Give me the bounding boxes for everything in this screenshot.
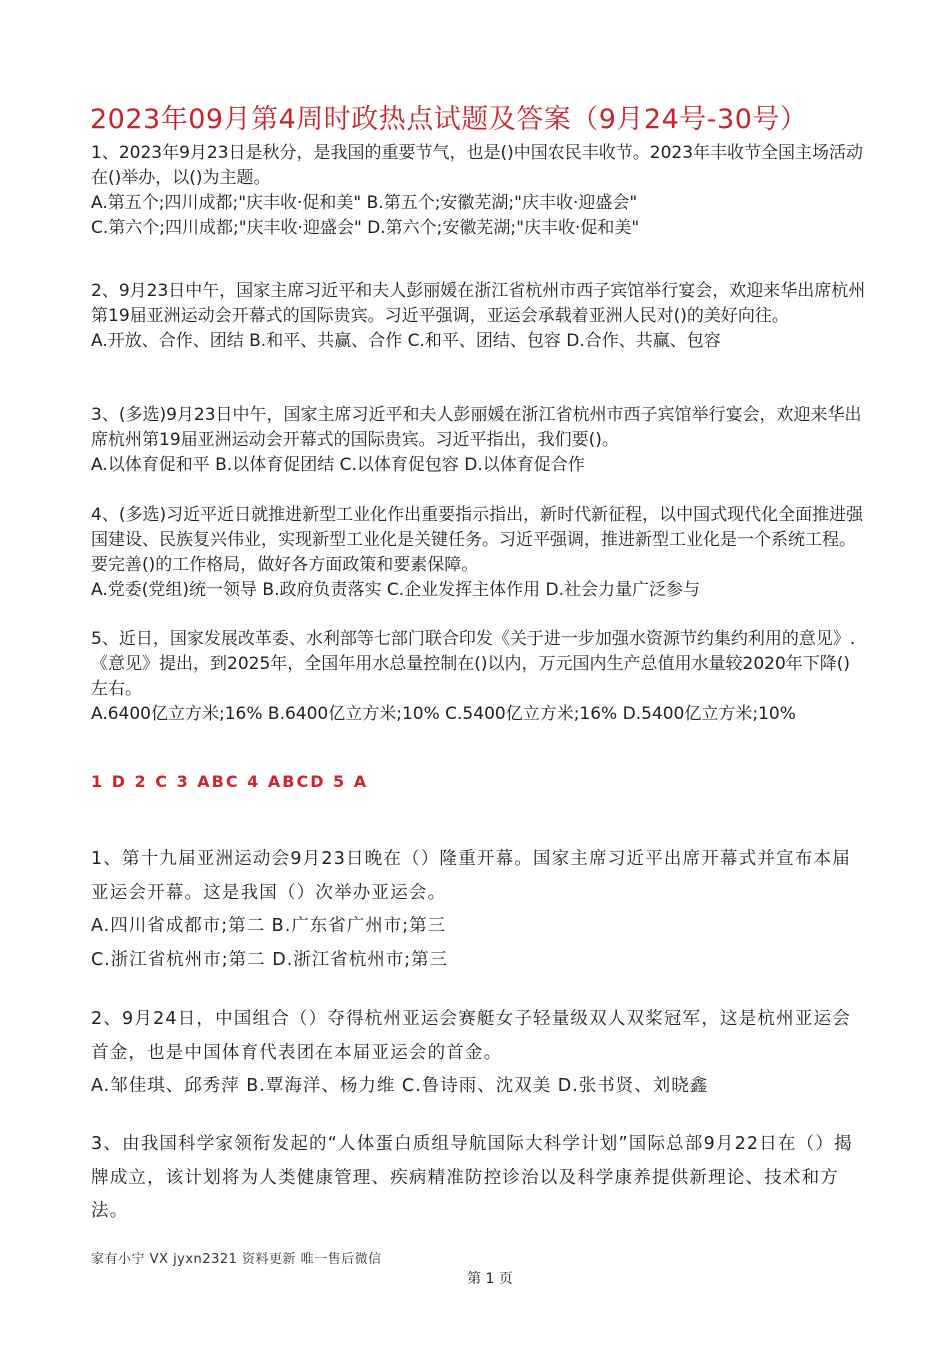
question-options: A.第五个;四川成都;"庆丰收·促和美" B.第五个;安徽芜湖;"庆丰收·迎盛会": [91, 193, 638, 213]
question-options: C.第六个;四川成都;"庆丰收·迎盛会" D.第六个;安徽芜湖;"庆丰收·促和美": [91, 218, 640, 238]
question-text: 2、9月23日中午，国家主席习近平和夫人彭丽媛在浙江省杭州市西子宾馆举行宴会，欢迎来华出席杭州第19届亚洲运动会开幕式的国际贵宾。习近平强调，亚运会承载着亚洲人民对()的美好向往。: [91, 281, 866, 326]
question-text: 5、近日，国家发展改革委、水利部等七部门联合印发《关于进一步加强水资源节约集约利用的意见》.《意见》提出，到2025年，全国年用水总量控制在()以内，万元国内生产总值用水量较2020年下降()左右。: [91, 629, 856, 699]
question-text: 1、2023年9月23日是秋分，是我国的重要节气，也是()中国农民丰收节。2023年丰收节全国主场活动在()举办，以()为主题。: [91, 143, 864, 188]
question-options: C.浙江省杭州市;第二 D.浙江省杭州市;第三: [91, 949, 449, 970]
question-block: [91, 843, 866, 977]
document-title: 2023年09月第4周时政热点试题及答案（9月24号-30号）: [90, 104, 808, 135]
question-text: 1、第十九届亚洲运动会9月23日晚在（）隆重开幕。国家主席习近平出席开幕式并宣布本届亚运会开幕。这是我国（）次举办亚运会。: [91, 849, 851, 903]
question-block: [91, 627, 866, 727]
question-block: [91, 1128, 866, 1229]
question-options: A.以体育促和平 B.以体育促团结 C.以体育促包容 D.以体育促合作: [91, 455, 585, 475]
question-block: [91, 141, 866, 241]
question-options: A.6400亿立方米;16% B.6400亿立方米;10% C.5400亿立方米;16% D.5400亿立方米;10%: [91, 704, 796, 724]
question-text: 2、9月24日，中国组合（）夺得杭州亚运会赛艇女子轻量级双人双桨冠军，这是杭州亚运会首金，也是中国体育代表团在本届亚运会的首金。: [91, 1009, 851, 1063]
question-text: 4、(多选)习近平近日就推进新型工业化作出重要指示指出，新时代新征程，以中国式现代化全面推进强国建设、民族复兴伟业，实现新型工业化是关键任务。习近平强调，推进新型工业化是一个系统工程。要完善()的工作格局，做好各方面政策和要素保障。: [91, 505, 864, 575]
question-options: A.党委(党组)统一领导 B.政府负责落实 C.企业发挥主体作用 D.社会力量广泛参与: [91, 580, 701, 600]
question-options: A.邹佳琪、邱秀萍 B.覃海洋、杨力维 C.鲁诗雨、沈双美 D.张书贤、刘晓鑫: [91, 1076, 709, 1096]
page-number: 第 1 页: [467, 1271, 513, 1287]
question-block: [91, 1003, 866, 1104]
question-options: A.开放、合作、团结 B.和平、共赢、合作 C.和平、团结、包容 D.合作、共赢、包容: [91, 331, 721, 351]
question-text: 3、由我国科学家领衔发起的“人体蛋白质组导航国际大科学计划”国际总部9月22日在（）揭牌成立，该计划将为人类健康管理、疾病精准防控诊治以及科学康养提供新理论、技术和方法。: [91, 1134, 853, 1221]
question-block: [91, 503, 866, 603]
question-block: [91, 403, 866, 478]
answer-key: 1 D 2 C 3 ABC 4 ABCD 5 A: [91, 772, 369, 791]
footer-contact-note: 家有小宁 VX jyxn2321 资料更新 唯一售后微信: [91, 1252, 382, 1267]
question-options: A.四川省成都市;第二 B.广东省广州市;第三: [91, 916, 447, 936]
question-text: 3、(多选)9月23日中午，国家主席习近平和夫人彭丽媛在浙江省杭州市西子宾馆举行宴会，欢迎来华出席杭州第19届亚洲运动会开幕式的国际贵宾。习近平指出，我们要()。: [91, 405, 862, 450]
question-block: [91, 279, 866, 354]
